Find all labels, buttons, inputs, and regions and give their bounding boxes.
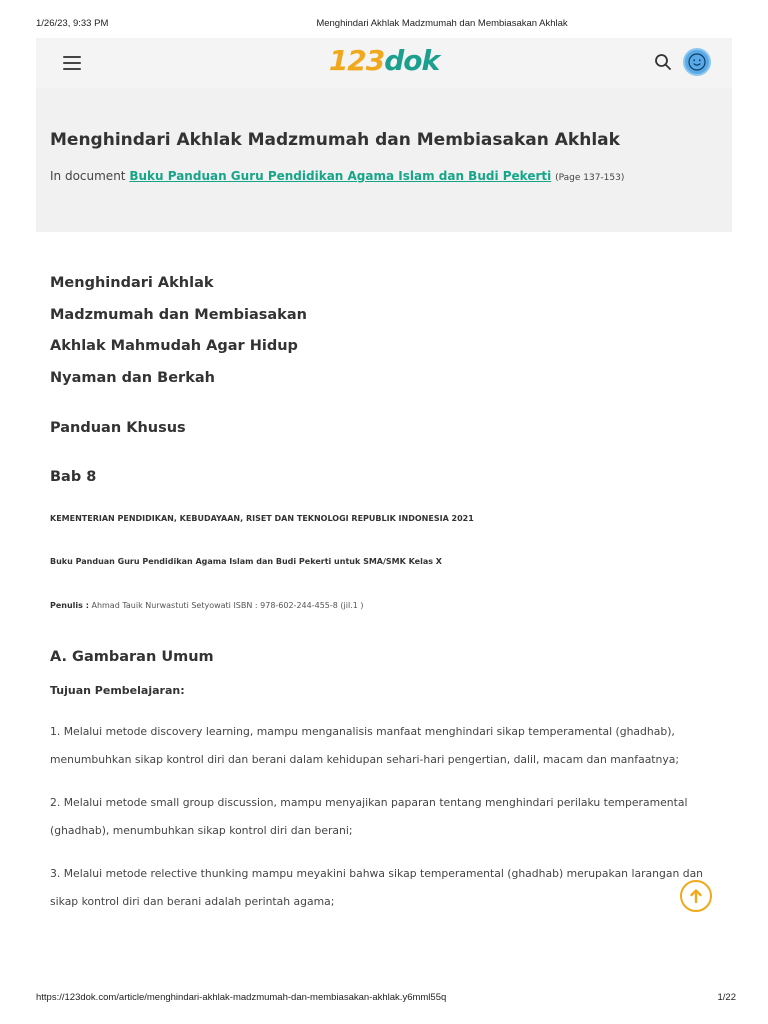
print-url: https://123dok.com/article/menghindari-akhlak-madzmumah-dan-membiasakan-akhlak.y6mml55q [36,992,447,1003]
print-title: Menghindari Akhlak Madzmumah dan Membiasakan Akhlak [316,18,568,29]
objective-item: 3. Melalui metode relective thunking mampu meyakini bahwa sikap temperamental (ghadhab) merupakan larangan dan sikap kontrol diri dan berani adalah perintah agama; [50,867,704,908]
scroll-to-top-button[interactable] [680,880,712,912]
user-avatar[interactable] [683,48,711,76]
author-label: Penulis : [50,601,89,610]
heading-line: Menghindari Akhlak [50,275,214,291]
document-header [36,88,732,232]
author-line [50,601,363,610]
heading-line: Nyaman dan Berkah [50,370,215,386]
print-header [0,18,768,32]
arrow-up-circle-icon [682,882,710,910]
book-title-line: Buku Panduan Guru Pendidikan Agama Islam dan Budi Pekerti untuk SMA/SMK Kelas X [50,557,442,566]
source-document-line [50,169,624,183]
heading-line: Madzmumah dan Membiasakan [50,307,307,323]
chapter-heading: Bab 8 [50,469,97,485]
smiley-avatar-icon [685,50,709,74]
page-title: Menghindari Akhlak Madzmumah dan Membiasakan Akhlak [50,130,620,150]
print-datetime: 1/26/23, 9:33 PM [36,18,109,29]
objective-item: 1. Melalui metode discovery learning, mampu menganalisis manfaat menghindari sikap temperamental (ghadhab), menumbuhkan sikap kontrol diri dan berani dalam kehidupan sehari-hari pengertian, dalil, macam dan manfaatnya; [50,725,680,766]
site-logo[interactable] [36,44,732,77]
logo-number: 123 [328,44,385,77]
page-range: (Page 137-153) [555,173,625,183]
top-navigation-bar [36,38,732,89]
in-document-label: In document [50,169,126,183]
search-icon[interactable] [654,53,672,71]
source-document-link[interactable]: Buku Panduan Guru Pendidikan Agama Islam dan Budi Pekerti [129,169,552,183]
print-page-number: 1/22 [717,992,736,1003]
print-footer [0,992,768,1006]
logo-text: dok [384,44,440,77]
objectives-label: Tujuan Pembelajaran: [50,684,185,697]
section-heading: A. Gambaran Umum [50,649,214,665]
heading-line: Akhlak Mahmudah Agar Hidup [50,338,298,354]
guide-heading: Panduan Khusus [50,420,186,436]
ministry-line: KEMENTERIAN PENDIDIKAN, KEBUDAYAAN, RISET DAN TEKNOLOGI REPUBLIK INDONESIA 2021 [50,514,474,523]
author-value: Ahmad Tauik Nurwastuti Setyowati ISBN : 978-602-244-455-8 (jil.1 ) [91,601,364,610]
objective-item: 2. Melalui metode small group discussion, mampu menyajikan paparan tentang menghindari perilaku temperamental (ghadhab), menumbuhkan sikap kontrol diri dan berani; [50,796,688,837]
